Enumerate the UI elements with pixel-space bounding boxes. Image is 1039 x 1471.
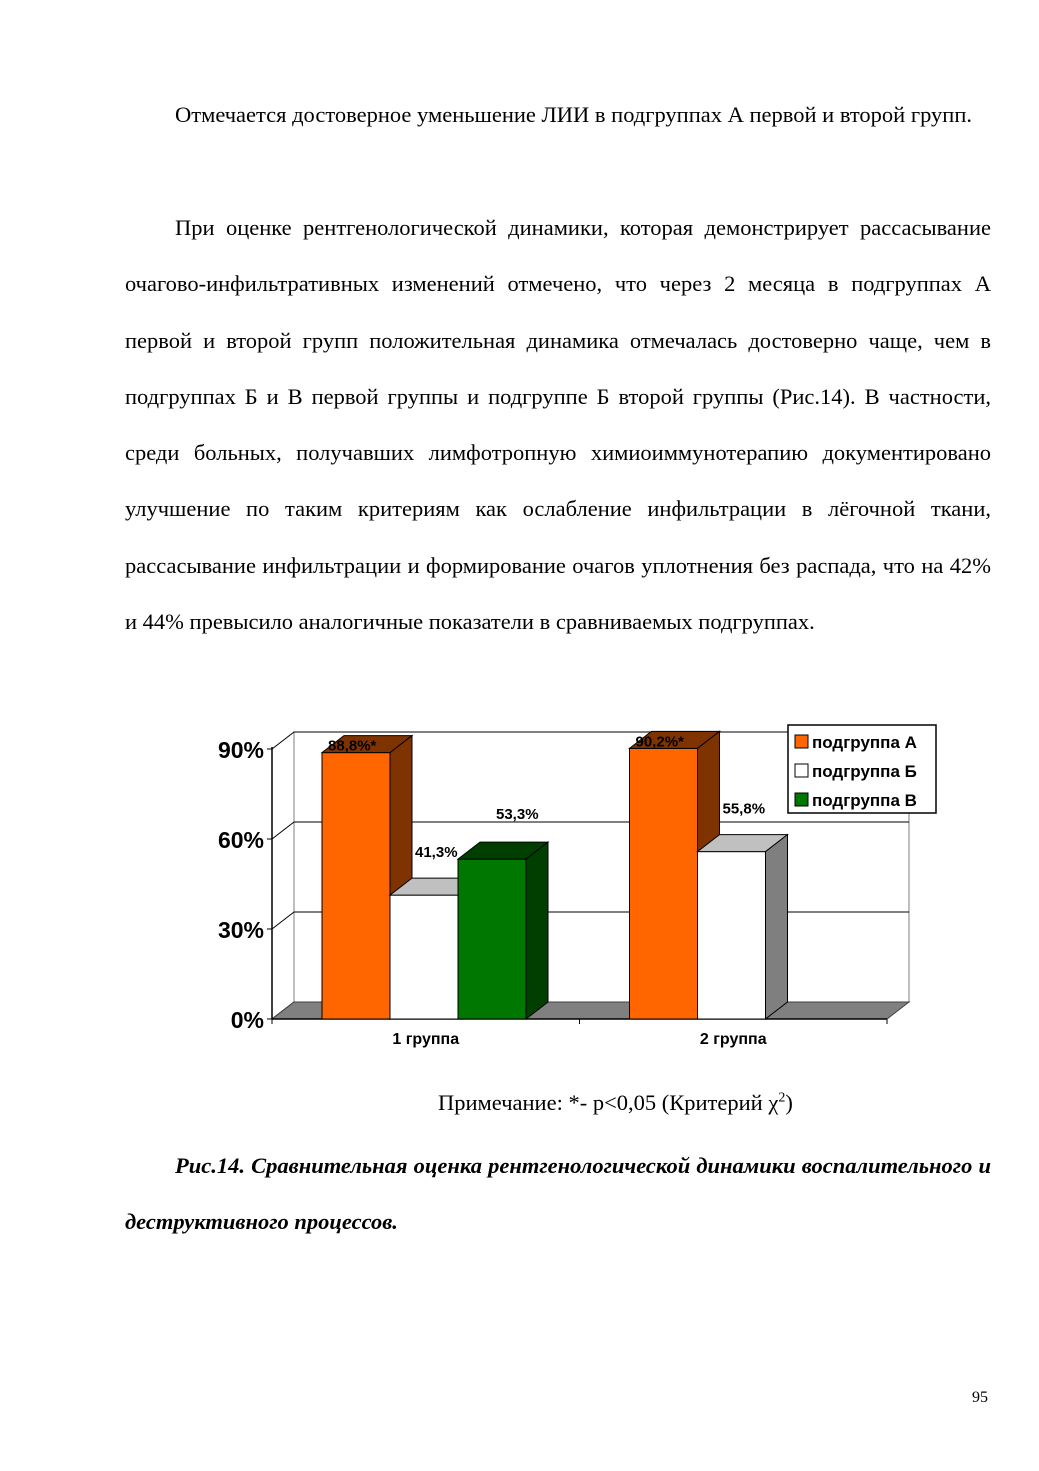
legend-label: подгруппа А (812, 733, 917, 752)
bar-chart (195, 715, 955, 1060)
figure-caption-label: Рис.14. (175, 1153, 245, 1178)
gridline-diagonal (272, 912, 294, 929)
bar-front (390, 895, 458, 1019)
bar-chart-figure (195, 715, 955, 1060)
data-label: 88,8%* (328, 737, 377, 755)
figure-caption (125, 1138, 991, 1251)
legend-label: подгруппа В (812, 791, 917, 810)
chart-note (438, 1090, 793, 1116)
bar-side (526, 842, 548, 1019)
bar-side (766, 835, 788, 1019)
legend-label: подгруппа Б (812, 762, 917, 781)
data-label: 90,2%* (635, 733, 684, 751)
data-label: 41,3% (415, 844, 458, 862)
legend-swatch (795, 793, 808, 806)
paragraph-2-text: При оценке рентгенологической динамики, которая демонстрирует рассасывание очагово-инфильтративных изменений отмечено, что через 2 месяца в подгруппах А первой и второй групп положительная динамика отмечалась достоверно чаще, чем в подгруппах Б и В первой группы и подгруппе Б второй группы (Рис.14). В частности, среди больных, получавших лимфотропную химиоиммунотерапию документировано улучшение по таким критериям как ослабление инфильтрации в лёгочной ткани, рассасывание инфильтрации и формирование очагов уплотнения без распада, что на 42% и 44% превысило аналогичные показатели в сравниваемых подгруппах. (125, 215, 991, 635)
y-tick-label: 30% (217, 917, 264, 943)
bar-front (630, 748, 698, 1019)
gridline-diagonal (272, 822, 294, 839)
x-tick-label: 2 группа (699, 1031, 767, 1048)
y-tick-label: 0% (230, 1007, 264, 1033)
chart-note-superscript: 2 (778, 1090, 786, 1106)
bar-front (322, 753, 390, 1019)
data-label: 55,8% (722, 800, 766, 818)
chart-note-close: ) (785, 1090, 793, 1115)
gridline-diagonal (272, 732, 294, 749)
paragraph-1 (125, 87, 991, 143)
bar-front (698, 852, 766, 1019)
legend-swatch (795, 735, 808, 748)
figure-caption-text: Сравнительная оценка рентгенологической динамики воспалительного и деструктивного процессов. (125, 1153, 991, 1235)
data-label: 53,3% (496, 806, 539, 824)
bar-front (458, 859, 526, 1019)
legend-swatch (795, 764, 808, 777)
paragraph-1-text: Отмечается достоверное уменьшение ЛИИ в подгруппах А первой и второй групп. (175, 102, 972, 127)
page-number: 95 (972, 1389, 988, 1406)
paragraph-2 (125, 200, 991, 650)
x-tick-label: 1 группа (392, 1031, 460, 1048)
chart-note-text: Примечание: *- p<0,05 (Критерий χ (438, 1090, 779, 1115)
y-tick-label: 60% (217, 827, 264, 853)
y-tick-label: 90% (217, 737, 264, 763)
